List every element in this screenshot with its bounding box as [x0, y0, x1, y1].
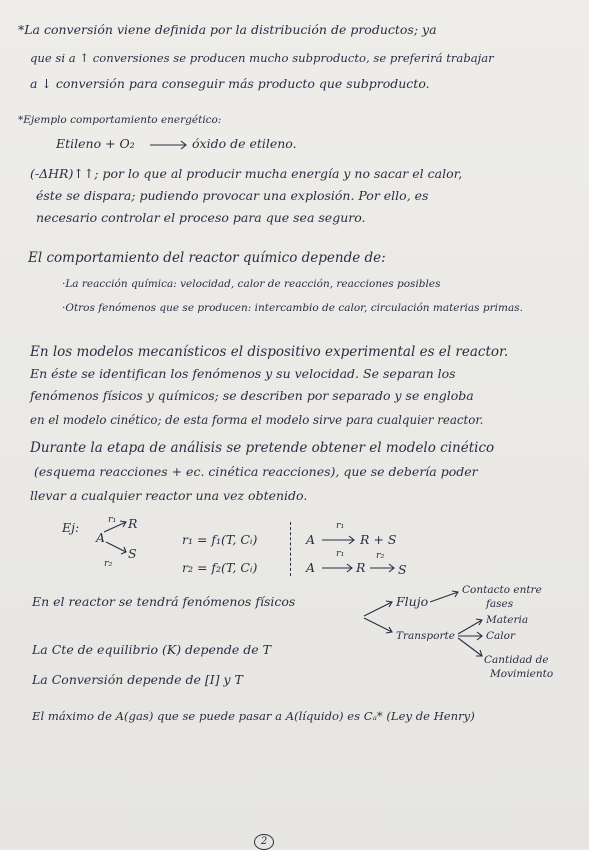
- reaction-product: óxido de etileno.: [192, 136, 297, 151]
- p2-line-1: (-ΔHR)↑↑; por lo que al producir mucha energía y no sacar el calor,: [30, 166, 463, 181]
- scheme-1-a: A: [306, 532, 316, 547]
- rate-equation-1: r₁ = f₁(T, Cᵢ): [182, 532, 258, 547]
- p2-line-2: éste se dispara; pudiendo provocar una explosión. Por ello, es: [36, 188, 429, 203]
- p4-line-4: en el modelo cinético; de esta forma el modelo sirve para cualquier reactor.: [30, 413, 484, 427]
- p1-line-3: a ↓ conversión para conseguir más producto que subproducto.: [30, 76, 430, 91]
- p1-line-2: que si a ↑ conversiones se producen mucho subproducto, se preferirá trabajar: [30, 51, 494, 65]
- p5-line-2: La Conversión depende de [I] y T: [32, 672, 243, 687]
- p4-line-1: En los modelos mecanísticos el dispositivo experimental es el reactor.: [30, 344, 509, 360]
- example-rate-r1: r₁: [108, 514, 117, 525]
- page-number: 2: [254, 834, 274, 850]
- phenomena-cantidad-2: Movimiento: [490, 668, 554, 680]
- p3-bullet-1: ·La reacción química: velocidad, calor de reacción, reacciones posibles: [62, 278, 441, 290]
- example-species-r: R: [128, 516, 138, 531]
- p3-bullet-2: ·Otros fenómenos que se producen: intercambio de calor, circulación materias primas.: [62, 302, 523, 314]
- phenomena-cantidad-1: Cantidad de: [484, 654, 549, 666]
- phenomena-materia: Materia: [486, 614, 529, 626]
- p4-line-5: Durante la etapa de análisis se pretende obtener el modelo cinético: [30, 440, 495, 456]
- p4-line-6: (esquema reacciones + ec. cinética reacciones), que se debería poder: [34, 464, 478, 479]
- rate-equation-2: r₂ = f₂(T, Cᵢ): [182, 560, 258, 575]
- scheme-2-rate-2: r₂: [376, 550, 385, 561]
- phenomena-contacto-1: Contacto entre: [462, 584, 542, 596]
- p5-line-1: La Cte de equilibrio (K) depende de T: [32, 642, 271, 657]
- reaction-reactants: Etileno + O₂: [56, 136, 135, 151]
- scheme-2-s: S: [398, 562, 407, 577]
- phenomena-flujo: Flujo: [396, 594, 429, 609]
- phenomena-contacto-2: fases: [486, 598, 514, 610]
- scheme-2-r: R: [356, 560, 366, 575]
- scheme-1-products: R + S: [360, 532, 397, 547]
- example-label: Ej:: [62, 520, 80, 535]
- scheme-2-a: A: [306, 560, 316, 575]
- p4-line-2: En éste se identifican los fenómenos y su velocidad. Se separan los: [30, 366, 456, 381]
- example-species-s: S: [128, 546, 137, 561]
- p1-line-1: *La conversión viene definida por la distribución de productos; ya: [18, 22, 437, 37]
- phenomena-lead: En el reactor se tendrá fenómenos físicos: [32, 594, 296, 609]
- p4-line-7: llevar a cualquier reactor una vez obtenido.: [30, 488, 308, 503]
- divider-dashed: [290, 522, 292, 576]
- scheme-1-rate: r₁: [336, 520, 345, 531]
- p5-line-3: El máximo de A(gas) que se puede pasar a A(líquido) es Cₐ* (Ley de Henry): [32, 709, 475, 723]
- scheme-2-rate-1: r₁: [336, 548, 345, 559]
- example-rate-r2: r₂: [104, 558, 113, 569]
- p2-line-3: necesario controlar el proceso para que sea seguro.: [36, 210, 366, 225]
- example-energy-title: *Ejemplo comportamiento energético:: [18, 114, 222, 126]
- example-species-a: A: [96, 530, 106, 545]
- phenomena-transporte: Transporte: [396, 630, 455, 642]
- p3-line-1: El comportamiento del reactor químico depende de:: [28, 250, 386, 266]
- p4-line-3: fenómenos físicos y químicos; se describen por separado y se engloba: [30, 388, 474, 403]
- phenomena-calor: Calor: [486, 630, 515, 642]
